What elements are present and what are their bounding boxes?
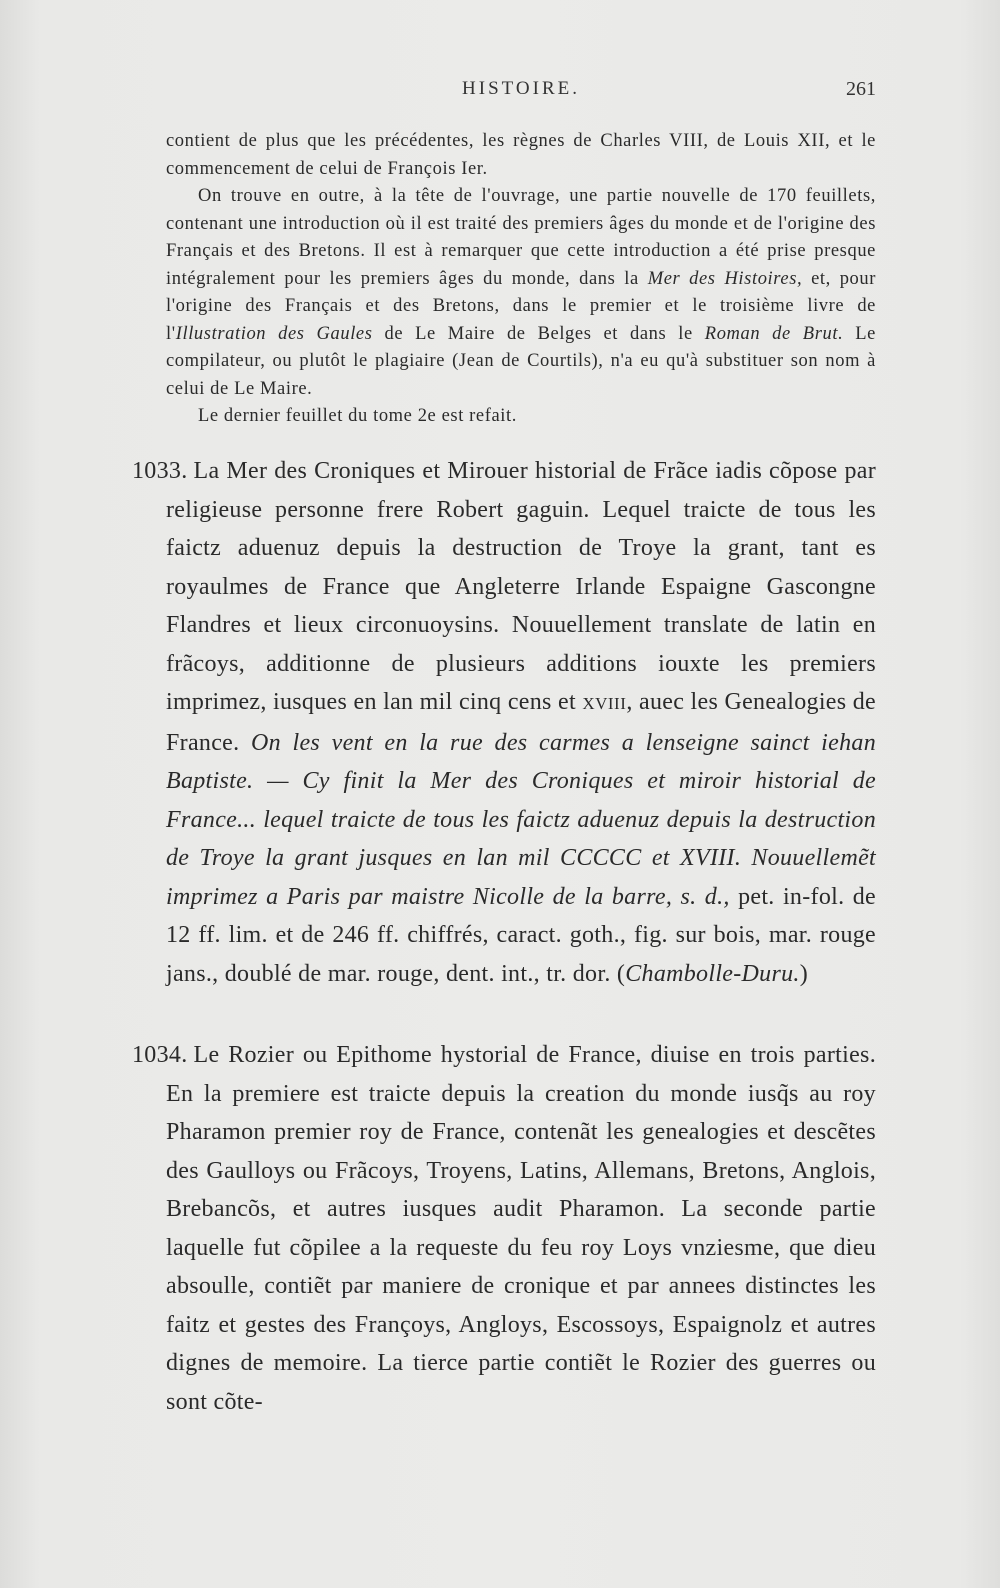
- intro-block: [166, 128, 876, 431]
- entry-paragraph: [132, 452, 877, 993]
- entry-number: 1034.: [132, 1042, 188, 1068]
- binder-name: Chambolle-Duru.: [625, 960, 800, 987]
- intro-italic-title: Mer des Histoires,: [647, 268, 803, 289]
- intro-paragraph-3: Le dernier feuillet du tome 2e est refait.: [198, 406, 518, 426]
- catalog-entry-1034: [132, 1036, 876, 1421]
- intro-text: de Le Maire de Belges et dans le: [372, 323, 705, 344]
- intro-paragraph-2: [166, 183, 876, 403]
- entry-paragraph: [132, 1036, 876, 1421]
- intro-text: et, pour l'origine des Français et des Bretons, dans le premier et le troisième livre de l': [166, 268, 877, 344]
- catalog-entry-1033: [132, 452, 877, 993]
- intro-paragraph-1: contient de plus que les précédentes, les règnes de Charles VIII, de Louis XII, et le commencement de celui de François Ier.: [166, 131, 876, 179]
- running-title: HISTOIRE.: [462, 78, 580, 99]
- entry-italic-text: On les vent en la rue des carmes a lenseigne sainct iehan Baptiste. — Cy finit la Mer des Croniques et miroir historial de France... lequel traicte de tous les faictz aduenuz depuis la destruction de Troye la grant jusques en lan mil CCCCC et XVIII. Nouuellemẽt imprimez a Paris par maistre Nicolle de la barre, s. d.,: [166, 729, 877, 910]
- intro-text: Le compilateur, ou plutôt le plagiaire (Jean de Courtils), n'a eu qu'à substituer son nom à celui de Le Maire.: [166, 323, 876, 399]
- intro-text: On trouve en outre, à la tête de l'ouvrage, une partie nouvelle de 170 feuillets, contenant une introduction où il est traité des premiers âges du monde et de l'origine des Français et des Bretons. Il est à remarquer que cette introduction a été prise presque intégralement pour les premiers âges du monde, dans la: [166, 186, 876, 289]
- running-header: [166, 78, 876, 108]
- entry-text: ): [799, 960, 809, 987]
- entry-number: 1033.: [132, 458, 188, 484]
- intro-italic-title: Illustration des Gaules: [175, 323, 373, 344]
- entry-smallcaps: XVIII: [582, 694, 627, 713]
- entry-text: La Mer des Croniques et Mirouer historial de Frãce iadis cõpose par religieuse personne frere Robert gaguin. Lequel traicte de tous les faictz aduenuz depuis la destruction de Troye la grant, tant es royaulmes de France que Angleterre Irlande Espaigne Gascongne Flandres et lieux circonuoysins. Nouuellement translate de latin en frãcoys, additionne de plusieurs additions iouxte les premiers imprimez, iusques en lan mil cinq cens et: [166, 458, 876, 715]
- entry-text: pet. in-fol. de 12 ff. lim. et de 246 ff. chiffrés, caract. goth., fig. sur bois, mar. rouge jans., doublé de mar. rouge, dent. int., tr. dor. (: [166, 883, 877, 987]
- page-number: 261: [846, 78, 876, 100]
- entry-text: Le Rozier ou Epithome hystorial de France, diuise en trois parties. En la premiere est traicte depuis la creation du monde iusq̃s au roy Pharamon premier roy de France, contenãt les genealogies et descẽtes des Gaulloys ou Frãcoys, Troyens, Latins, Allemans, Bretons, Anglois, Brebancõs, et autres iusques audit Pharamon. La seconde partie laquelle fut cõpilee a la requeste du feu roy Loys vnziesme, que dieu absoulle, contiẽt par maniere de cronique et par annees distinctes les faitz et gestes des Françoys, Angloys, Escossoys, Espaignolz et autres dignes de memoire. La tierce partie contiẽt le Rozier des guerres ou sont cõte-: [166, 1042, 876, 1415]
- intro-italic-title: Roman de Brut.: [704, 323, 844, 344]
- entry-text: , auec les Genealogies de France.: [166, 689, 876, 756]
